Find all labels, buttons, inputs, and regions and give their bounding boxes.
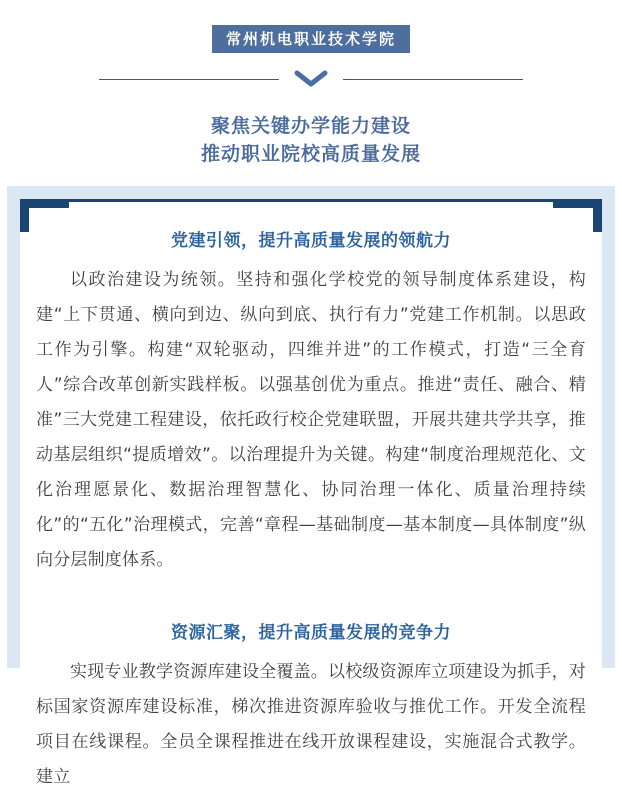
divider-line-right bbox=[343, 79, 523, 80]
account-name-badge[interactable]: 常州机电职业技术学院 bbox=[212, 25, 410, 53]
section-body-resources: 实现专业教学资源库建设全覆盖。以校级资源库立项建设为抓手，对标国家资源库建设标准，梯次推进资源库验收与推优工作。开发全流程项目在线课程。全员全课程推进在线开放课程建设，实施混合式教学。建立 bbox=[36, 662, 586, 787]
header bbox=[0, 0, 622, 53]
divider-line-left bbox=[99, 79, 279, 80]
section-body-party-building: 以政治建设为统领。坚持和强化学校党的领导制度体系建设，构建“上下贯通、横向到边、纵向到底、执行有力”党建工作机制。以思政工作为引擎。构建“双轮驱动，四维并进”的工作模式，打造“三全育人”综合改革创新实践样板。以强基创优为重点。推进“责任、融合、精准”三大党建工程建设，依托政行校企党建联盟，开展共建共学共享，推动基层组织“提质增效”。以治理提升为关键。构建“制度治理规范化、文化治理愿景化、数据治理智慧化、协同治理一体化、质量治理持续化”的“五化”治理模式，完善“章程—基础制度—基本制度—具体制度”纵向分层制度体系。 bbox=[36, 270, 586, 570]
content-frame bbox=[7, 186, 615, 787]
page-title bbox=[0, 112, 622, 168]
content-card bbox=[20, 199, 602, 787]
section-heading-party-building: 党建引领，提升高质量发展的领航力 bbox=[171, 231, 451, 251]
section-heading-resources: 资源汇聚，提升高质量发展的竞争力 bbox=[171, 623, 451, 643]
page-title-line1: 聚焦关键办学能力建设 bbox=[210, 115, 411, 137]
chevron-down-icon bbox=[294, 70, 328, 88]
section-divider bbox=[99, 68, 523, 90]
page-title-line2: 推动职业院校高质量发展 bbox=[200, 143, 421, 165]
